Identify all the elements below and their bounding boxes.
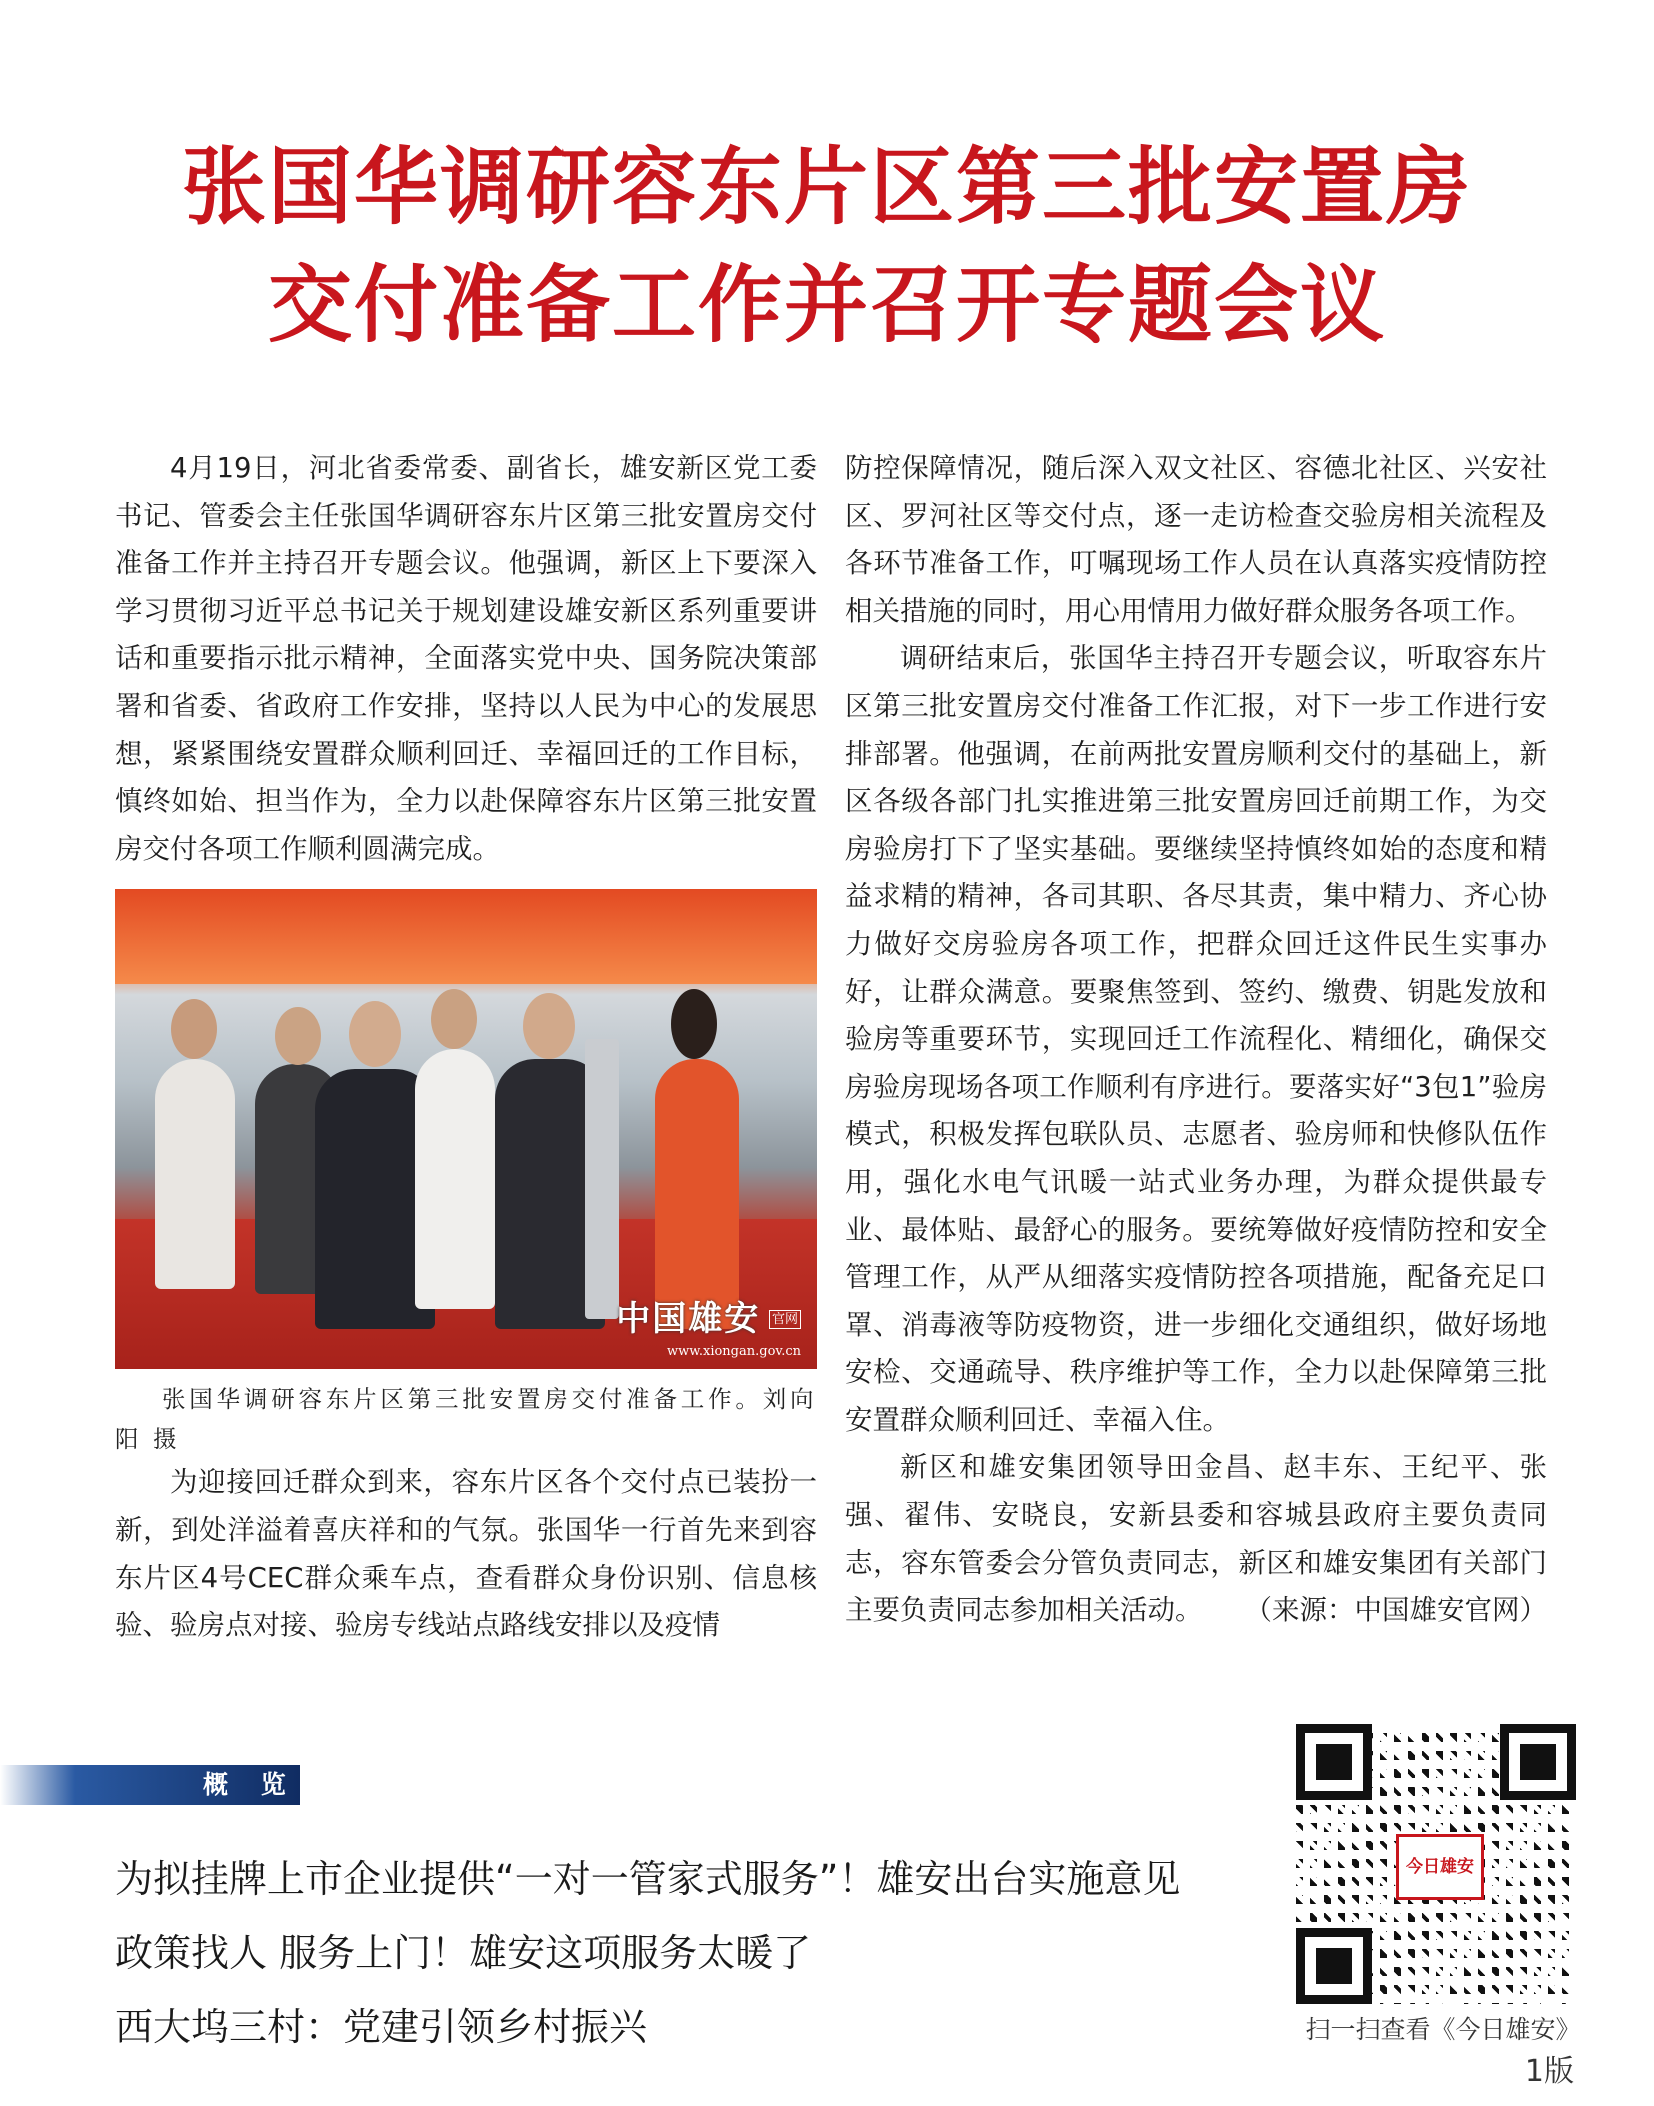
headline-line-2: 交付准备工作并召开专题会议 [267,255,1386,354]
headline-line-1: 张国华调研容东片区第三批安置房 [181,137,1472,236]
tent-canopy [115,889,817,984]
headline [0,128,1654,364]
qr-finder-bottom-left [1296,1928,1372,2004]
person-figure [655,1059,739,1329]
person-head [349,1001,401,1067]
watermark-url: www.xiongan.gov.cn [667,1344,801,1360]
paragraph-2: 为迎接回迁群众到来，容东片区各个交付点已装扮一新，到处洋溢着喜庆祥和的气氛。张国华一行首先来到容东片区4号CEC群众乘车点，查看群众身份识别、信息核验、验房点对接、验房专线站点路线安排以及疫情 [115,1466,817,1642]
news-photo [115,889,817,1369]
qr-logo: 今日雄安 [1396,1834,1484,1900]
person-head [171,999,217,1059]
person-head [275,1007,321,1065]
article-column-right [845,445,1547,1635]
overview-link-1[interactable]: 为拟挂牌上市企业提供“一对一管家式服务”！雄安出台实施意见 [115,1857,1181,1901]
overview-link-3[interactable]: 西大坞三村：党建引领乡村振兴 [115,2005,648,2049]
person-head [671,989,717,1059]
paragraph-4 [845,1444,1547,1634]
photo-caption: 张国华调研容东片区第三批安置房交付准备工作。刘向阳 摄 [115,1385,817,1454]
source-credit: （来源：中国雄安官网） [1244,1594,1547,1627]
paragraph-1: 4月19日，河北省委常委、副省长，雄安新区党工委书记、管委会主任张国华调研容东片区第三批安置房交付准备工作并主持召开专题会议。他强调，新区上下要深入学习贯彻习近平总书记关于规划建设雄安新区系列重要讲话和重要指示批示精神，全面落实党中央、国务院决策部署和省委、省政府工作安排，坚持以人民为中心的发展思想，紧紧围绕安置群众顺利回迁、幸福回迁的工作目标，慎终如始、担当作为，全力以赴保障容东片区第三批安置房交付各项工作顺利圆满完成。 [115,452,817,865]
overview-links [115,1842,1265,2064]
page-number: 1版 [1524,2054,1574,2089]
overview-link-2[interactable]: 政策找人 服务上门！雄安这项服务太暖了 [115,1931,812,1975]
paragraph-4-text: 新区和雄安集团领导田金昌、赵丰东、王纪平、张强、翟伟、安晓良，安新县委和容城县政府主要负责同志，容东管委会分管负责同志，新区和雄安集团有关部门主要负责同志参加相关活动。 [845,1451,1547,1627]
watermark-title: 中国雄安 [616,1298,761,1339]
paragraph-2-continued: 防控保障情况，随后深入双文社区、容德北社区、兴安社区、罗河社区等交付点，逐一走访检查交验房相关流程及各环节准备工作，叮嘱现场工作人员在认真落实疫情防控相关措施的同时，用心用情用力做好群众服务各项工作。 [845,452,1547,627]
qr-caption: 扫一扫查看《今日雄安》 [1305,2015,1581,2044]
person-head [523,993,575,1059]
watermark-badge: 官网 [769,1310,801,1329]
overview-label: 概 览 [203,1770,298,1799]
person-figure [155,1059,235,1289]
qr-finder-top-right [1500,1724,1576,1800]
person-head [431,989,477,1049]
photo-watermark [616,1296,801,1360]
person-figure [415,1049,495,1309]
article-column-left [115,445,817,1650]
paragraph-3: 调研结束后，张国华主持召开专题会议，听取容东片区第三批安置房交付准备工作汇报，对下一步工作进行安排部署。他强调，在前两批安置房顺利交付的基础上，新区各级各部门扎实推进第三批安置房回迁前期工作，为交房验房打下了坚实基础。要继续坚持慎终如始的态度和精益求精的精神，各司其职、各尽其责，集中精力、齐心协力做好交房验房各项工作，把群众回迁这件民生实事办好，让群众满意。要聚焦签到、签约、缴费、钥匙发放和验房等重要环节，实现回迁工作流程化、精细化，确保交房验房现场各项工作顺利有序进行。要落实好“3包1”验房模式，积极发挥包联队员、志愿者、验房师和快修队伍作用，强化水电气讯暖一站式业务办理，为群众提供最专业、最体贴、最舒心的服务。要统筹做好疫情防控和安全管理工作，从严从细落实疫情防控各项措施，配备充足口罩、消毒液等防疫物资，进一步细化交通组织，做好场地安检、交通疏导、秩序维护等工作，全力以赴保障第三批安置群众顺利回迁、幸福入住。 [845,642,1547,1436]
device-stand [585,1039,619,1319]
qr-code[interactable] [1296,1724,1576,2004]
qr-finder-top-left [1296,1724,1372,1800]
